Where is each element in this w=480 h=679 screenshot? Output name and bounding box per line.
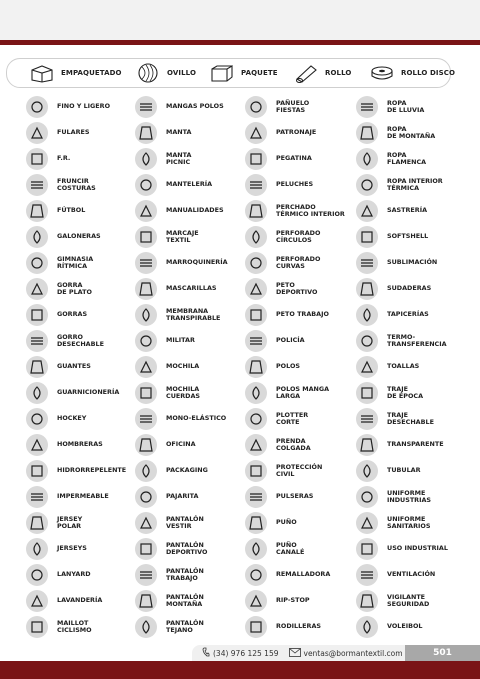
feature-label: TRAJE DESECHABLE xyxy=(387,410,434,426)
feature-label: PERFORADO CÍRCULOS xyxy=(276,228,321,244)
feature-label: RIP-STOP xyxy=(276,596,310,605)
feature-item xyxy=(26,172,134,198)
feature-item xyxy=(135,354,243,380)
armchair-icon xyxy=(356,304,378,326)
football-icon xyxy=(26,200,48,222)
shield-icon xyxy=(245,460,267,482)
feature-item xyxy=(356,484,464,510)
feature-item xyxy=(245,614,353,640)
feature-item xyxy=(26,302,134,328)
glove-icon xyxy=(26,356,48,378)
shorts-icon xyxy=(135,538,157,560)
feature-label: PULSERAS xyxy=(276,492,314,501)
feature-label: FULARES xyxy=(57,128,90,137)
thermal-shirt-icon xyxy=(356,174,378,196)
gymnast-icon xyxy=(26,252,48,274)
feature-label: MOCHILA CUERDAS xyxy=(166,384,201,400)
phone-number: (34) 976 125 159 xyxy=(213,648,279,658)
feature-item xyxy=(135,458,243,484)
sweatshirt-icon xyxy=(356,278,378,300)
feature-label: MARROQUINERÍA xyxy=(166,258,228,267)
feature-item xyxy=(26,510,134,536)
feature-item xyxy=(245,458,353,484)
crafts-icon xyxy=(135,200,157,222)
box-icon xyxy=(29,62,55,84)
umbrella-icon xyxy=(26,486,48,508)
disc-roll-icon xyxy=(369,62,395,84)
feature-item xyxy=(26,406,134,432)
feature-label: PAÑUELO FIESTAS xyxy=(276,98,310,114)
feature-label: PROTECCIÓN CIVIL xyxy=(276,462,323,478)
feature-label: ROPA INTERIOR TÉRMICA xyxy=(387,176,443,192)
feature-item xyxy=(135,510,243,536)
trousers-icon xyxy=(135,512,157,534)
cuff-icon xyxy=(245,512,267,534)
feature-label: ROPA DE LLUVIA xyxy=(387,98,425,114)
bib-icon xyxy=(245,278,267,300)
feature-item xyxy=(26,432,134,458)
feature-item xyxy=(245,94,353,120)
feature-item xyxy=(356,328,464,354)
legend-item-rollo-disco xyxy=(369,61,455,85)
feature-label: FÚTBOL xyxy=(57,206,86,215)
feather-icon xyxy=(26,96,48,118)
legend-label: OVILLO xyxy=(167,69,197,77)
feature-item xyxy=(356,276,464,302)
saddle-icon xyxy=(26,382,48,404)
packaging-legend xyxy=(6,58,456,88)
feature-item xyxy=(135,224,243,250)
eye-icon xyxy=(356,434,378,456)
feature-label: VIGILANTE SEGURIDAD xyxy=(387,592,430,608)
feature-item xyxy=(245,198,353,224)
feature-label: SASTRERÍA xyxy=(387,206,428,215)
feature-label: POLICÍA xyxy=(276,336,305,345)
feature-item xyxy=(356,146,464,172)
feature-label: VOLEIBOL xyxy=(387,622,423,631)
feature-label: MAILLOT CICLISMO xyxy=(57,618,92,634)
feature-label: PLOTTER CORTE xyxy=(276,410,309,426)
flamenco-dress-icon xyxy=(356,148,378,170)
mail-icon xyxy=(289,648,301,659)
fleece-icon xyxy=(26,512,48,534)
feature-label: PUÑO xyxy=(276,518,297,527)
feature-item xyxy=(245,120,353,146)
feature-label: MARCAJE TEXTIL xyxy=(166,228,199,244)
feature-label: PATRONAJE xyxy=(276,128,317,137)
feature-item xyxy=(135,250,243,276)
water-drop-icon xyxy=(26,460,48,482)
feature-item xyxy=(26,120,134,146)
period-costume-icon xyxy=(356,382,378,404)
feature-label: PANTALÓN MONTAÑA xyxy=(166,592,204,608)
jeans-icon xyxy=(135,616,157,638)
feature-item xyxy=(356,588,464,614)
feature-item xyxy=(356,614,464,640)
feature-item xyxy=(356,536,464,562)
feature-item xyxy=(356,406,464,432)
feature-item xyxy=(356,354,464,380)
feature-label: MANTELERÍA xyxy=(166,180,213,189)
feature-item xyxy=(356,250,464,276)
feature-item xyxy=(135,120,243,146)
feature-label: PRENDA COLGADA xyxy=(276,436,311,452)
feature-item xyxy=(245,510,353,536)
feature-item xyxy=(135,172,243,198)
feature-item xyxy=(135,302,243,328)
handbag-icon xyxy=(135,252,157,274)
feature-item xyxy=(245,328,353,354)
knee-pad-icon xyxy=(245,616,267,638)
package-icon xyxy=(209,62,235,84)
heat-transfer-icon xyxy=(356,330,378,352)
feature-item xyxy=(26,94,134,120)
feature-label: GALONERAS xyxy=(57,232,101,241)
feature-label: LAVANDERÍA xyxy=(57,596,103,605)
feature-label: UNIFORME SANITARIOS xyxy=(387,514,431,530)
legend-item-paquete xyxy=(209,61,278,85)
feature-label: PAJARITA xyxy=(166,492,199,501)
feature-item xyxy=(245,484,353,510)
feature-label: ROPA DE MONTAÑA xyxy=(387,124,436,140)
feature-label: UNIFORME INDUSTRIAS xyxy=(387,488,432,504)
feature-item xyxy=(135,276,243,302)
feature-item xyxy=(135,614,243,640)
feature-label: GORRO DESECHABLE xyxy=(57,332,104,348)
feature-item xyxy=(245,588,353,614)
feature-label: TAPICERÍAS xyxy=(387,310,429,319)
blanket-icon xyxy=(135,122,157,144)
feature-item xyxy=(26,588,134,614)
feature-item xyxy=(356,380,464,406)
feature-item xyxy=(135,432,243,458)
feature-item xyxy=(26,536,134,562)
feature-item xyxy=(26,146,134,172)
legend-label: ROLLO xyxy=(325,69,352,77)
apron-icon xyxy=(26,174,48,196)
feature-item xyxy=(135,198,243,224)
cap-icon xyxy=(26,304,48,326)
feature-label: POLOS MANGA LARGA xyxy=(276,384,330,400)
feature-item xyxy=(26,250,134,276)
wristband-icon xyxy=(245,486,267,508)
feature-label: GORRA DE PLATO xyxy=(57,280,92,296)
header-band xyxy=(0,0,480,44)
tablecloth-icon xyxy=(135,174,157,196)
feature-item xyxy=(356,120,464,146)
backpack-strap-icon xyxy=(135,382,157,404)
feature-item xyxy=(356,510,464,536)
feature-item xyxy=(26,458,134,484)
email-address: ventas@bormantextil.com xyxy=(303,648,403,658)
feature-label: MOCHILA xyxy=(166,362,200,371)
feature-label: F.R. xyxy=(57,154,71,163)
feature-grid xyxy=(26,94,462,640)
feature-item xyxy=(26,224,134,250)
feature-item xyxy=(26,484,134,510)
feature-label: JERSEYS xyxy=(57,544,87,553)
officer-cap-icon xyxy=(26,278,48,300)
feature-label: FINO Y LIGERO xyxy=(57,102,111,111)
plotter-icon xyxy=(245,408,267,430)
disposable-cap-icon xyxy=(26,330,48,352)
feature-item xyxy=(356,224,464,250)
military-cap-icon xyxy=(135,330,157,352)
feature-item xyxy=(356,562,464,588)
feature-item xyxy=(245,224,353,250)
feature-item xyxy=(245,302,353,328)
feature-item xyxy=(356,302,464,328)
feature-label: HIDRORREPELENTE xyxy=(57,466,127,475)
feature-label: MILITAR xyxy=(166,336,195,345)
feature-label: MONO-ELÁSTICO xyxy=(166,414,227,423)
feature-item xyxy=(356,172,464,198)
page-number: 501 xyxy=(405,645,480,661)
feature-item xyxy=(356,458,464,484)
feature-label: HOMBRERAS xyxy=(57,440,103,449)
teddy-icon xyxy=(245,174,267,196)
header-rule xyxy=(0,40,480,45)
feature-label: PETO TRABAJO xyxy=(276,310,329,319)
feature-item xyxy=(26,380,134,406)
feature-label: PELUCHES xyxy=(276,180,314,189)
flame-icon xyxy=(26,148,48,170)
feature-label: VENTILACIÓN xyxy=(387,570,436,579)
long-polo-icon xyxy=(245,382,267,404)
mountain-jacket-icon xyxy=(356,122,378,144)
work-trousers-icon xyxy=(135,564,157,586)
feature-label: PEGATINA xyxy=(276,154,312,163)
feature-label: IMPERMEABLE xyxy=(57,492,109,501)
feature-item xyxy=(245,172,353,198)
legend-label: PAQUETE xyxy=(241,69,278,77)
security-vest-icon xyxy=(356,590,378,612)
scarf-icon xyxy=(26,122,48,144)
feature-label: SUBLIMACIÓN xyxy=(387,258,438,267)
phone-icon xyxy=(202,647,210,659)
feature-label: PETO DEPORTIVO xyxy=(276,280,318,296)
stretch-icon xyxy=(135,408,157,430)
feature-item xyxy=(245,250,353,276)
membrane-icon xyxy=(135,304,157,326)
feature-item xyxy=(135,406,243,432)
industrial-use-icon xyxy=(356,538,378,560)
feature-item xyxy=(26,614,134,640)
feature-label: REMALLADORA xyxy=(276,570,331,579)
feature-label: SOFTSHELL xyxy=(387,232,429,241)
feature-label: TRANSPARENTE xyxy=(387,440,444,449)
feature-label: GORRAS xyxy=(57,310,88,319)
legend-label: ROLLO DISCO xyxy=(401,69,456,77)
ripstop-icon xyxy=(245,590,267,612)
feature-item xyxy=(135,380,243,406)
feature-label: MASCARILLAS xyxy=(166,284,217,293)
feature-label: SUDADERAS xyxy=(387,284,432,293)
medical-uniform-icon xyxy=(356,512,378,534)
feature-label: PUÑO CANALÉ xyxy=(276,540,305,556)
towel-icon xyxy=(356,356,378,378)
feature-label: POLOS xyxy=(276,362,300,371)
hockey-icon xyxy=(26,408,48,430)
feature-item xyxy=(26,354,134,380)
feature-item xyxy=(26,198,134,224)
feature-label: JERSEY POLAR xyxy=(57,514,83,530)
perforated-curves-icon xyxy=(245,252,267,274)
feature-label: PANTALÓN TEJANO xyxy=(166,618,204,634)
raincoat-icon xyxy=(356,96,378,118)
feature-label: TERMO- TRANSFERENCIA xyxy=(387,332,447,348)
police-cap-icon xyxy=(245,330,267,352)
feature-item xyxy=(245,406,353,432)
trim-icon xyxy=(26,226,48,248)
softshell-icon xyxy=(356,226,378,248)
feature-item xyxy=(135,146,243,172)
feature-item xyxy=(26,562,134,588)
ball-icon xyxy=(135,62,161,84)
feature-label: PANTALÓN TRABAJO xyxy=(166,566,204,582)
feature-label: GUARNICIONERÍA xyxy=(57,388,120,397)
feature-label: LANYARD xyxy=(57,570,91,579)
ventilation-icon xyxy=(356,564,378,586)
feature-label: MANTA PICNIC xyxy=(166,150,192,166)
volleyball-icon xyxy=(356,616,378,638)
washing-machine-icon xyxy=(26,590,48,612)
feature-item xyxy=(245,380,353,406)
feature-item xyxy=(245,354,353,380)
feature-item xyxy=(26,328,134,354)
contact-bar xyxy=(192,645,406,661)
feature-label: TOALLAS xyxy=(387,362,420,371)
legend-item-ovillo xyxy=(135,61,196,85)
feature-item xyxy=(135,588,243,614)
perforated-circles-icon xyxy=(245,226,267,248)
feature-item xyxy=(245,432,353,458)
feature-item xyxy=(245,536,353,562)
hiking-trousers-icon xyxy=(135,590,157,612)
pattern-icon xyxy=(245,122,267,144)
industrial-uniform-icon xyxy=(356,486,378,508)
feature-label: PANTALÓN VESTIR xyxy=(166,514,204,530)
packaging-icon xyxy=(135,460,157,482)
thermal-icon xyxy=(245,200,267,222)
polo-icon xyxy=(245,356,267,378)
overlock-icon xyxy=(245,564,267,586)
tailoring-icon xyxy=(356,200,378,222)
feature-item xyxy=(356,432,464,458)
label-tag-icon xyxy=(135,226,157,248)
backpack-icon xyxy=(135,356,157,378)
polo-sleeve-icon xyxy=(135,96,157,118)
overalls-icon xyxy=(245,304,267,326)
feature-label: ROPA FLAMENCA xyxy=(387,150,427,166)
legend-item-empaquetado xyxy=(29,61,122,85)
feature-label: FRUNCIR COSTURAS xyxy=(57,176,96,192)
bandana-icon xyxy=(245,96,267,118)
feature-label: PERFORADO CURVAS xyxy=(276,254,321,270)
sticker-icon xyxy=(245,148,267,170)
mask-icon xyxy=(135,278,157,300)
feature-label: MANTA xyxy=(166,128,192,137)
feature-item xyxy=(245,146,353,172)
feature-label: HOCKEY xyxy=(57,414,87,423)
ribbed-cuff-icon xyxy=(245,538,267,560)
feature-item xyxy=(135,536,243,562)
feature-label: PACKAGING xyxy=(166,466,208,475)
office-icon xyxy=(135,434,157,456)
picnic-icon xyxy=(135,148,157,170)
feature-label: TRAJE DE ÉPOCA xyxy=(387,384,424,400)
legend-label: EMPAQUETADO xyxy=(61,69,122,77)
hanger-icon xyxy=(245,434,267,456)
roll-icon xyxy=(293,62,319,84)
feature-label: USO INDUSTRIAL xyxy=(387,544,448,553)
feature-item xyxy=(135,562,243,588)
bow-tie-icon xyxy=(135,486,157,508)
feature-label: PERCHADO TÉRMICO INTERIOR xyxy=(276,202,345,218)
feature-label: MANGAS POLOS xyxy=(166,102,224,111)
lanyard-icon xyxy=(26,564,48,586)
feature-item xyxy=(245,562,353,588)
sweater-icon xyxy=(26,538,48,560)
feature-label: RODILLERAS xyxy=(276,622,322,631)
feature-item xyxy=(135,94,243,120)
feature-item xyxy=(135,484,243,510)
cycling-jersey-icon xyxy=(26,616,48,638)
feature-label: PANTALÓN DEPORTIVO xyxy=(166,540,208,556)
feature-label: TUBULAR xyxy=(387,466,421,475)
sublimation-icon xyxy=(356,252,378,274)
feature-label: MEMBRANA TRANSPIRABLE xyxy=(166,306,221,322)
footer-bar xyxy=(0,661,480,679)
feature-item xyxy=(135,328,243,354)
feature-label: MANUALIDADES xyxy=(166,206,224,215)
feature-item xyxy=(356,94,464,120)
feature-item xyxy=(245,276,353,302)
legend-item-rollo xyxy=(293,61,351,85)
disposable-suit-icon xyxy=(356,408,378,430)
feature-item xyxy=(356,198,464,224)
tube-icon xyxy=(356,460,378,482)
feature-label: GUANTES xyxy=(57,362,91,371)
feature-item xyxy=(26,276,134,302)
feature-label: OFICINA xyxy=(166,440,196,449)
feature-label: GIMNASIA RÍTMICA xyxy=(57,254,94,270)
shoulder-pad-icon xyxy=(26,434,48,456)
